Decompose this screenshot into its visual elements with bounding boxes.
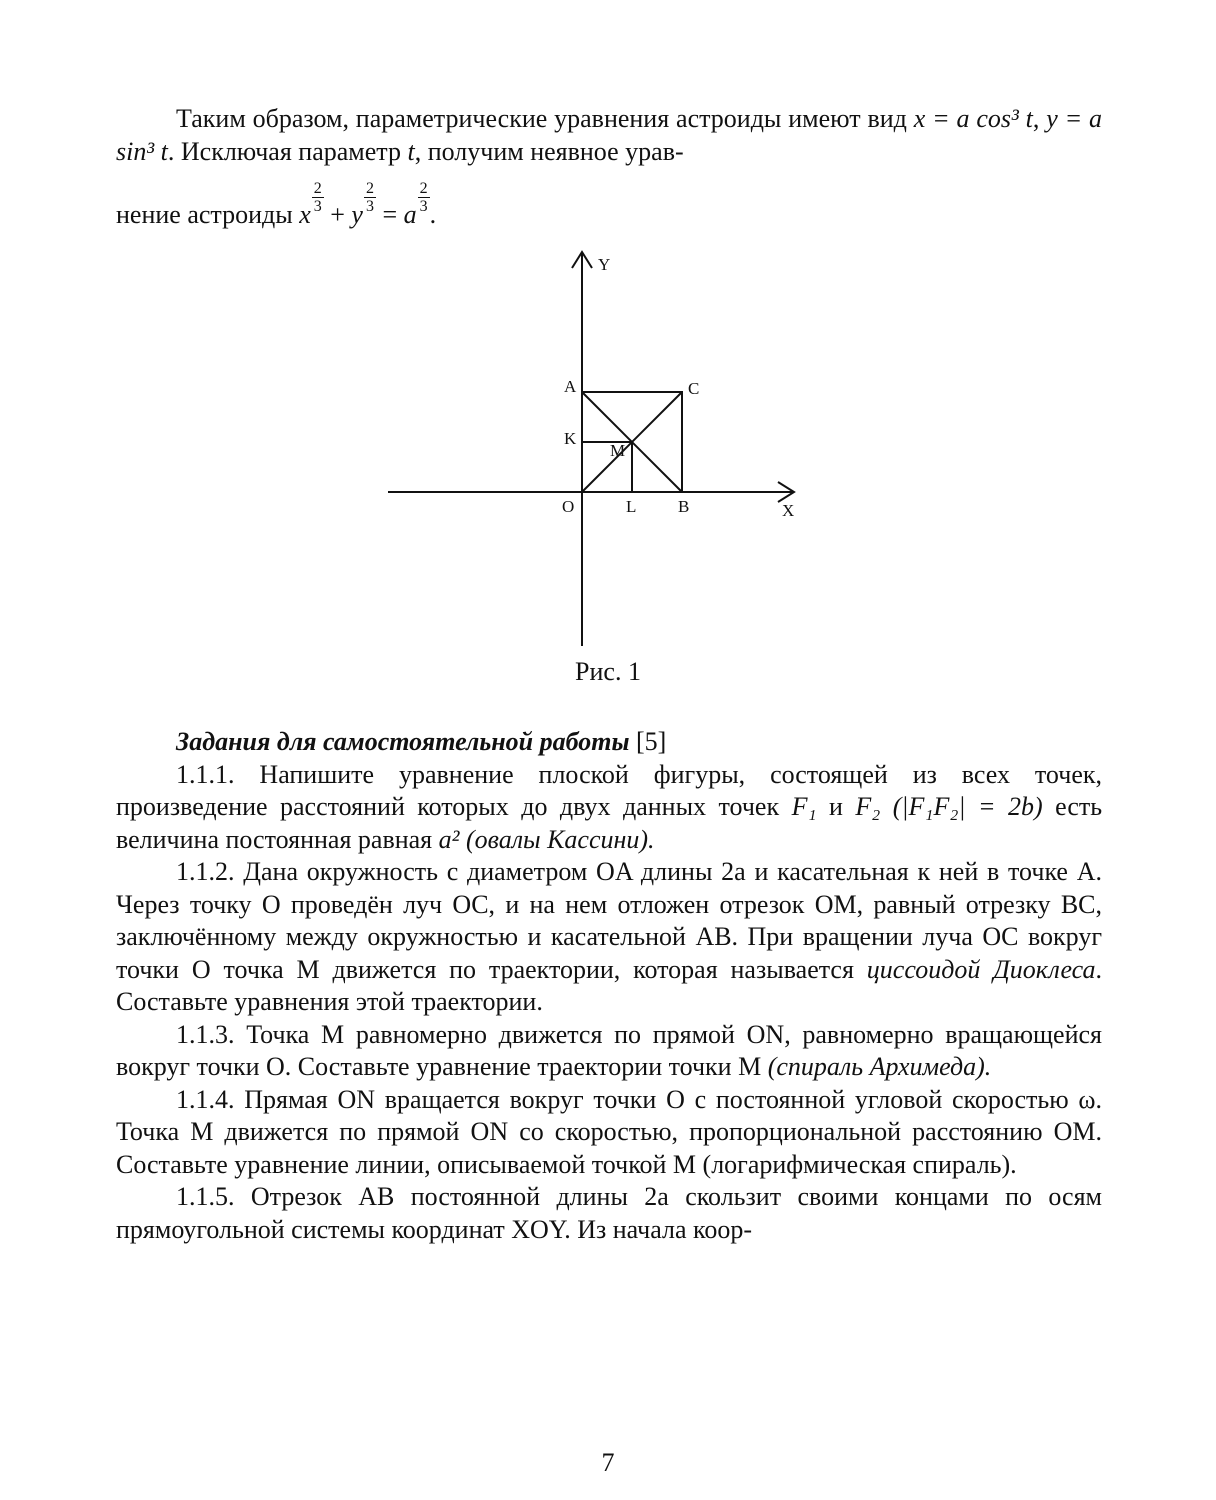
- exponent-fraction: $\frac{2}{3}$: [313, 180, 322, 215]
- task-1-1-4: 1.1.4. Прямая ON вращается вокруг точки O с постоянной угловой скоростью ω. Точка M движется по прямой ON со скоростью, пропорциональной расстоянию OM. Составьте уравнение линии, описываемой точкой M (логарифмическая спираль).: [116, 1084, 1102, 1179]
- label-x: X: [782, 501, 795, 520]
- implicit-a: a: [403, 200, 417, 229]
- parameter-t: t: [407, 136, 415, 166]
- task-1-1-3: 1.1.3. Точка M равномерно движется по прямой ON, равномерно вращающейся вокруг точки O. Составьте уравнение траектории точки M (спираль Архимеда).: [116, 1019, 1102, 1081]
- label-o: O: [562, 497, 575, 516]
- label-y: Y: [598, 255, 611, 274]
- task-1-1-5: 1.1.5. Отрезок AB постоянной длины 2a скользит своими концами по осям прямоугольной системы координат XOY. Из начала коор-: [116, 1182, 1102, 1244]
- exponent-fraction: $\frac{2}{3}$: [419, 180, 428, 215]
- implicit-x: x: [299, 200, 311, 229]
- astroid-construction-figure: [380, 246, 820, 656]
- page-number: 7: [601, 1448, 615, 1477]
- equation-y: y = a sin³ t: [116, 104, 1103, 166]
- heading-reference: [5]: [636, 727, 667, 756]
- figure-caption: Рис. 1: [575, 657, 641, 686]
- label-a: A: [564, 377, 577, 396]
- label-l: L: [626, 497, 637, 516]
- tasks-section: [116, 726, 1102, 1246]
- intro-paragraph: Таким образом, параметрические уравнения астроиды имеют вид x = a cos³ t, y = a sin³ t. Исключая параметр t, получим неявное урав- нение астроиды x $\frac{2}{3}$ + y $\frac{2}{3}$ = a $\frac{2}{3}$ .: [116, 103, 1102, 232]
- label-c: C: [688, 379, 700, 398]
- implicit-y: y: [351, 200, 363, 229]
- label-b: B: [678, 497, 690, 516]
- label-k: K: [564, 429, 577, 448]
- task-1-1-2: 1.1.2. Дана окружность с диаметром OA длины 2a и касательная к ней в точке A. Через точку O проведён луч OC, и на нем отложен отрезок OM, равный отрезку BC, заключённому между окружностью и касательной AB. При вращении луча OC вокруг точки O точка M движется по траектории, которая называется циссоидой Диоклеса. Составьте уравнения этой траектории.: [116, 857, 1103, 1016]
- exponent-fraction: $\frac{2}{3}$: [365, 180, 374, 215]
- label-m: M: [610, 441, 626, 460]
- task-1-1-1: 1.1.1. Напишите уравнение плоской фигуры, состоящей из всех точек, произведение расстояний которых до двух данных точек F₁ и F₂ (|F₁F₂| = 2b) есть величина постоянная равная a² (овалы Кассини).: [116, 759, 1103, 854]
- implicit-equation-line: нение астроиды x $\frac{2}{3}$ + y $\frac{2}{3}$ = a $\frac{2}{3}$ .: [116, 180, 437, 229]
- tasks-heading: Задания для самостоятельной работы [5]: [176, 727, 667, 756]
- intro-lead: Таким образом, параметрические уравнения астроиды имеют вид: [176, 104, 907, 133]
- figure-svg: [380, 246, 820, 656]
- equation-x: x = a cos³ t: [913, 104, 1033, 133]
